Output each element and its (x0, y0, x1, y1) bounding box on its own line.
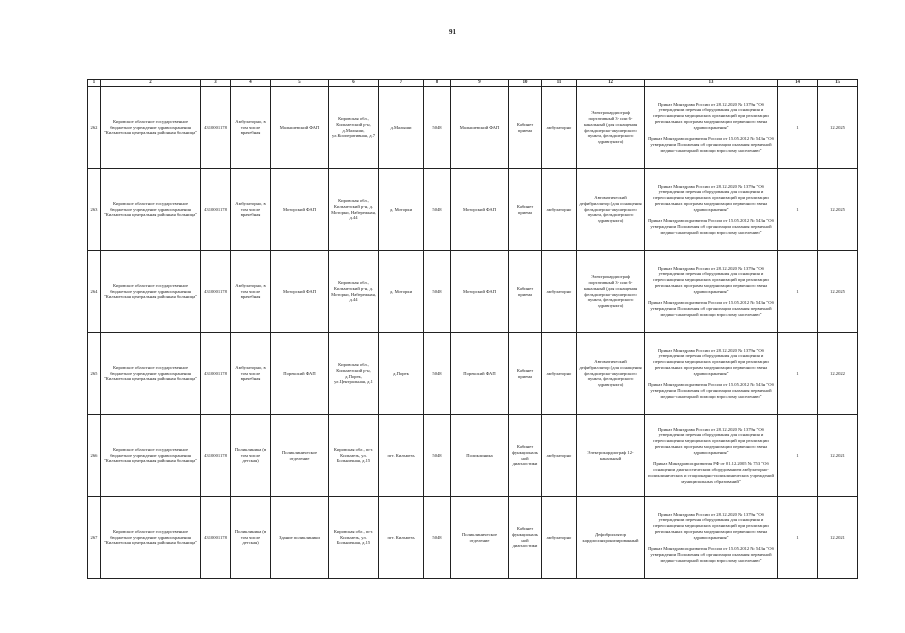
care-mode-cell: амбулаторно (542, 497, 577, 579)
regulatory-document-paragraph: Приказ Минздрава России от 28.12.2020 № 1379н "Об утверждении перечня оборудования для оснащения и переоснащения медицинских организаций при реализации региональных программ модернизации первичного звена здравоохранения" (653, 347, 769, 376)
quantity-cell: 1 (778, 497, 818, 579)
locality-cell: д. Моторки (379, 251, 424, 333)
division-cell: Порекский ФАП (451, 333, 509, 415)
care-conditions-cell: Поликлиника (в том числе детская) (231, 415, 271, 497)
equipment-registry-table (87, 79, 858, 579)
column-number-cell: 8 (424, 80, 451, 87)
quantity-cell: 1 (778, 87, 818, 169)
care-conditions-cell: Амбулаторно, в том числе врачебная (231, 333, 271, 415)
room-cell: Кабинет функциональной диагностики (509, 415, 542, 497)
inn-cell: 4310001178 (201, 415, 231, 497)
table-row (88, 251, 858, 333)
organization-name-cell: Кировское областное государственное бюджетное учреждение здравоохранения "Кильмезская центральная районная больница" (101, 169, 201, 251)
inn-cell: 4310001178 (201, 497, 231, 579)
room-cell: Кабинет приема (509, 169, 542, 251)
regulatory-document-cell (645, 169, 778, 251)
row-number-cell: 263 (88, 169, 101, 251)
row-number-cell: 264 (88, 251, 101, 333)
regulatory-document-paragraph: Приказ Минздравсоцразвития России от 15.05.2012 № 543н "Об утверждении Положения об организации оказания первичной медико-санитарной помощи взрослому населению" (648, 136, 774, 153)
division-cell: Поликлиника (451, 415, 509, 497)
column-number-row (88, 80, 858, 87)
regulatory-document-paragraph: Приказ Минздравсоцразвития России от 15.05.2012 № 543н "Об утверждении Положения об организации оказания первичной медико-санитарной помощи взрослому населению" (648, 382, 774, 399)
regulatory-document-paragraph: Приказ Минздрава России от 28.12.2020 № 1379н "Об утверждении перечня оборудования для оснащения и переоснащения медицинских организаций при реализации региональных программ модернизации первичного звена здравоохранения" (653, 426, 769, 455)
equipment-name-cell: Дефибриллятор кардиосинхронизированный (577, 497, 645, 579)
column-number-cell: 5 (271, 80, 329, 87)
division-cell: Моторский ФАП (451, 251, 509, 333)
inn-cell: 4310001178 (201, 169, 231, 251)
delivery-date-cell: 12.2021 (818, 415, 858, 497)
address-cell: Кировская обл., Кильмезский р-н, д.Малыши, ул.Кооперативная, д.7 (329, 87, 379, 169)
row-number-cell: 265 (88, 333, 101, 415)
inn-cell: 4310001178 (201, 87, 231, 169)
address-cell: Кировская обл., Кильмезский р-н, д. Моторки, Набережная, д.44 (329, 251, 379, 333)
regulatory-document-paragraph: Приказ Минздрава России от 28.12.2020 № 1379н "Об утверждении перечня оборудования для оснащения и переоснащения медицинских организаций при реализации региональных программ модернизации первичного звена здравоохранения" (653, 511, 769, 540)
regulatory-document-cell (645, 497, 778, 579)
care-mode-cell: амбулаторно (542, 251, 577, 333)
locality-cell: д.Порек (379, 333, 424, 415)
organization-name-cell: Кировское областное государственное бюджетное учреждение здравоохранения "Кильмезская центральная районная больница" (101, 251, 201, 333)
equipment-name-cell: Электрокардиограф портативный 3- или 6-канальный (для оснащения фельдшерско-акушерского пункта, фельдшерского здравпункта) (577, 87, 645, 169)
locality-cell: д.Малыши (379, 87, 424, 169)
quantity-cell: 1 (778, 251, 818, 333)
column-number-cell: 6 (329, 80, 379, 87)
column-number-cell: 4 (231, 80, 271, 87)
locality-cell: пгт. Кильмезь (379, 497, 424, 579)
regulatory-document-cell (645, 87, 778, 169)
equipment-name-cell: Электрокардиограф портативный 3- или 6-канальный (для оснащения фельдшерско-акушерского пункта, фельдшерского здравпункта) (577, 251, 645, 333)
code-cell: 5048 (424, 87, 451, 169)
care-mode-cell: амбулаторно (542, 87, 577, 169)
address-cell: Кировская обл., пгт. Кильмезь, ул. Больничная, д.15 (329, 415, 379, 497)
locality-cell: д. Моторки (379, 169, 424, 251)
code-cell: 5048 (424, 333, 451, 415)
equipment-name-cell: Автоматический дефибриллятор (для оснащения фельдшерско-акушерского пункта, фельдшерского здравпункта) (577, 333, 645, 415)
code-cell: 5048 (424, 497, 451, 579)
organization-name-cell: Кировское областное государственное бюджетное учреждение здравоохранения "Кильмезская центральная районная больница" (101, 333, 201, 415)
table-row (88, 333, 858, 415)
column-number-cell: 2 (101, 80, 201, 87)
structural-unit-cell: Малышевский ФАП (271, 87, 329, 169)
quantity-cell: 1 (778, 415, 818, 497)
regulatory-document-cell (645, 251, 778, 333)
regulatory-document-paragraph: Приказ Минздравсоцразвития России от 15.05.2012 № 543н "Об утверждении Положения об организации оказания первичной медико-санитарной помощи взрослому населению" (648, 218, 774, 235)
room-cell: Кабинет функциональной диагностики (509, 497, 542, 579)
regulatory-document-paragraph: Приказ Минздравсоцразвития России от 15.05.2012 № 543н "Об утверждении Положения об организации оказания первичной медико-санитарной помощи взрослому населению" (648, 546, 774, 563)
delivery-date-cell: 12.2025 (818, 87, 858, 169)
organization-name-cell: Кировское областное государственное бюджетное учреждение здравоохранения "Кильмезская центральная районная больница" (101, 87, 201, 169)
code-cell: 5048 (424, 251, 451, 333)
page-number: 91 (449, 28, 456, 36)
delivery-date-cell: 12.2025 (818, 169, 858, 251)
regulatory-document-cell (645, 333, 778, 415)
division-cell: Малышевский ФАП (451, 87, 509, 169)
code-cell: 5048 (424, 169, 451, 251)
regulatory-document-paragraph: Приказ Минздравсоцразвития РФ от 01.12.2005 № 753 "Об оснащении диагностическим оборудованием амбулаторно-поликлинических и стационарно-поликлинических учреждений муниципальных образований" (648, 461, 774, 484)
care-conditions-cell: Амбулаторно, в том числе врачебная (231, 251, 271, 333)
division-cell: Поликлиническое отделение (451, 497, 509, 579)
table-row (88, 87, 858, 169)
delivery-date-cell: 12.2025 (818, 251, 858, 333)
care-mode-cell: амбулаторно (542, 333, 577, 415)
column-number-cell: 11 (542, 80, 577, 87)
organization-name-cell: Кировское областное государственное бюджетное учреждение здравоохранения "Кильмезская центральная районная больница" (101, 415, 201, 497)
column-number-cell: 12 (577, 80, 645, 87)
locality-cell: пгт. Кильмезь (379, 415, 424, 497)
table-row (88, 497, 858, 579)
address-cell: Кировская обл., пгт. Кильмезь, ул. Больничная, д.15 (329, 497, 379, 579)
column-number-cell: 14 (778, 80, 818, 87)
row-number-cell: 267 (88, 497, 101, 579)
structural-unit-cell: Здание поликлиники (271, 497, 329, 579)
address-cell: Кировская обл., Кильмезский р-н, д. Моторки, Набережная, д.44 (329, 169, 379, 251)
column-number-cell: 3 (201, 80, 231, 87)
column-number-cell: 9 (451, 80, 509, 87)
care-conditions-cell: Амбулаторно, в том числе врачебная (231, 87, 271, 169)
structural-unit-cell: Поликлиническое отделение (271, 415, 329, 497)
division-cell: Моторский ФАП (451, 169, 509, 251)
room-cell: Кабинет приема (509, 251, 542, 333)
column-number-cell: 7 (379, 80, 424, 87)
column-number-cell: 13 (645, 80, 778, 87)
quantity-cell: 1 (778, 169, 818, 251)
inn-cell: 4310001178 (201, 333, 231, 415)
equipment-name-cell: Электрокардиограф 12-канальный (577, 415, 645, 497)
equipment-name-cell: Автоматический дефибриллятор (для оснащения фельдшерско-акушерского пункта, фельдшерского здравпункта) (577, 169, 645, 251)
inn-cell: 4310001178 (201, 251, 231, 333)
quantity-cell: 1 (778, 333, 818, 415)
regulatory-document-paragraph: Приказ Минздравсоцразвития России от 15.05.2012 № 543н "Об утверждении Положения об организации оказания первичной медико-санитарной помощи взрослому населению" (648, 300, 774, 317)
organization-name-cell: Кировское областное государственное бюджетное учреждение здравоохранения "Кильмезская центральная районная больница" (101, 497, 201, 579)
code-cell: 5048 (424, 415, 451, 497)
regulatory-document-paragraph: Приказ Минздрава России от 28.12.2020 № 1379н "Об утверждении перечня оборудования для оснащения и переоснащения медицинских организаций при реализации региональных программ модернизации первичного звена здравоохранения" (653, 265, 769, 294)
room-cell: Кабинет приема (509, 333, 542, 415)
structural-unit-cell: Моторский ФАП (271, 169, 329, 251)
delivery-date-cell: 12.2021 (818, 497, 858, 579)
column-number-cell: 1 (88, 80, 101, 87)
regulatory-document-cell (645, 415, 778, 497)
structural-unit-cell: Порекский ФАП (271, 333, 329, 415)
room-cell: Кабинет приема (509, 87, 542, 169)
regulatory-document-paragraph: Приказ Минздрава России от 28.12.2020 № 1379н "Об утверждении перечня оборудования для оснащения и переоснащения медицинских организаций при реализации региональных программ модернизации первичного звена здравоохранения" (653, 101, 769, 130)
structural-unit-cell: Моторский ФАП (271, 251, 329, 333)
address-cell: Кировская обл., Кильмезский р-н, д.Порек, ул.Центральная, д.1 (329, 333, 379, 415)
row-number-cell: 266 (88, 415, 101, 497)
care-mode-cell: амбулаторно (542, 415, 577, 497)
care-conditions-cell: Амбулаторно, в том числе врачебная (231, 169, 271, 251)
regulatory-document-paragraph: Приказ Минздрава России от 28.12.2020 № 1379н "Об утверждении перечня оборудования для оснащения и переоснащения медицинских организаций при реализации региональных программ модернизации первичного звена здравоохранения" (653, 183, 769, 212)
table-row (88, 415, 858, 497)
column-number-cell: 10 (509, 80, 542, 87)
delivery-date-cell: 12.2022 (818, 333, 858, 415)
table-row (88, 169, 858, 251)
column-number-cell: 15 (818, 80, 858, 87)
care-mode-cell: амбулаторно (542, 169, 577, 251)
care-conditions-cell: Поликлиника (в том числе детская) (231, 497, 271, 579)
row-number-cell: 262 (88, 87, 101, 169)
